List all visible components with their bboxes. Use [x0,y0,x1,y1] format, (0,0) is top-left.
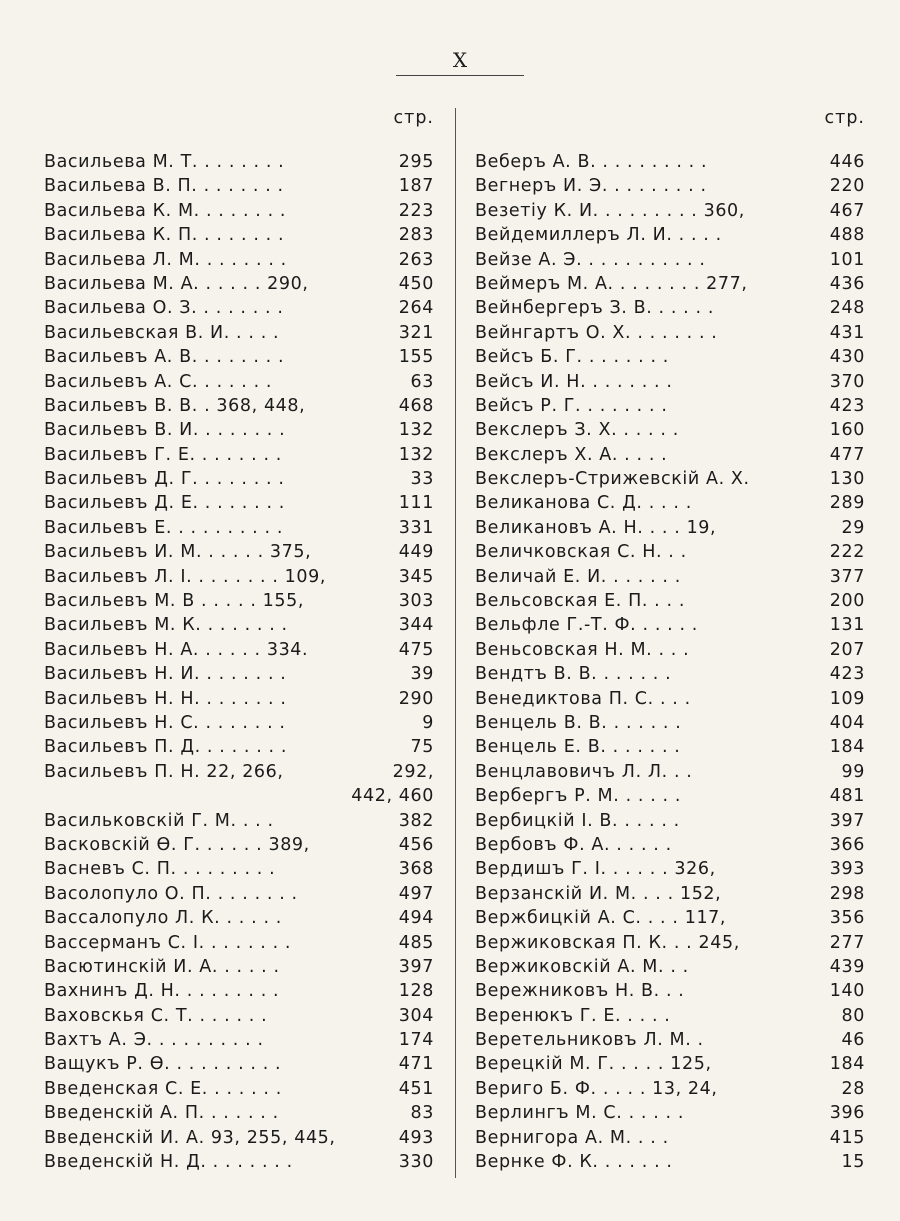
entry-pages: 423 [829,395,865,416]
entry-name: Векслеръ З. Х. . . . . . [475,420,679,441]
entry-name: Векслеръ-Стрижевскій А. Х. [475,469,750,490]
entry-pages: 493 [398,1127,434,1148]
right-entries [475,150,865,1174]
right-column-header: стр. [824,108,865,128]
entry-name: Вейдемиллеръ Л. И. . . . . [475,225,722,246]
entry-pages: 304 [398,1005,434,1026]
entry-name: Вердишъ Г. I. . . . . . 326, [475,859,716,880]
index-entry [44,199,434,223]
index-entry [475,467,865,491]
entry-pages: 436 [829,273,865,294]
entry-pages: 29 [841,517,865,538]
entry-pages: 397 [829,810,865,831]
index-entry [475,565,865,589]
entry-name: Васолопуло О. П. . . . . . . . [44,883,298,904]
entry-name: Вельфле Г.-Т. Ф. . . . . . [475,615,698,636]
entry-pages: 39 [410,664,434,685]
entry-name: Васильковскій Г. М. . . . [44,810,274,831]
index-entry [44,760,434,784]
entry-pages: 295 [398,152,434,172]
index-entry [44,613,434,637]
index-entry [44,540,434,564]
entry-pages: 471 [398,1054,434,1075]
index-entry [475,1150,865,1174]
index-entry [475,272,865,296]
index-entry [475,1126,865,1150]
index-entry [44,882,434,906]
entry-pages: 446 [829,152,865,172]
entry-pages: 207 [829,639,865,660]
entry-name: Вахтъ А. Э. . . . . . . . . . [44,1030,264,1051]
entry-name: Введенскій Н. Д. . . . . . . . [44,1152,293,1173]
right-column [475,108,865,1174]
entry-pages: 292, [392,761,434,782]
index-entry [475,687,865,711]
entry-name: Васильевъ Е. . . . . . . . . . [44,517,283,538]
entry-pages: 423 [829,664,865,685]
entry-name: Венцель В. В. . . . . . . [475,712,682,733]
index-entry [475,882,865,906]
entry-pages: 475 [398,639,434,660]
entry-pages: 397 [398,956,434,977]
index-entry [44,174,434,198]
entry-name: Васильева Л. М. . . . . . . . [44,249,287,270]
entry-name: Верлингъ М. С. . . . . . [475,1103,685,1124]
entry-pages: 283 [398,225,434,246]
entry-name: Введенская С. Е. . . . . . . [44,1078,282,1099]
entry-pages: 330 [398,1152,434,1173]
index-entry [44,1150,434,1174]
entry-name: Вейсъ Б. Г. . . . . . . . [475,347,669,368]
index-entry [475,370,865,394]
entry-pages: 477 [829,444,865,465]
entry-name: Веберъ А. В. . . . . . . . . . [475,152,708,172]
entry-name: Васильева К. М. . . . . . . . [44,200,287,221]
entry-pages: 431 [829,322,865,343]
index-entry [475,662,865,686]
entry-name: Вернке Ф. К. . . . . . . [475,1152,673,1173]
entry-name: Вериго Б. Ф. . . . . 13, 24, [475,1078,718,1099]
entry-name: Венедиктова П. С. . . . [475,688,691,709]
entry-pages: 28 [841,1078,865,1099]
entry-name: Васильевъ Н. И. . . . . . . . [44,664,287,685]
entry-name: Вейсъ Р. Г. . . . . . . . [475,395,668,416]
index-entry [475,296,865,320]
entry-pages: 99 [841,761,865,782]
index-entry [475,809,865,833]
index-entry [475,1004,865,1028]
index-entry [475,857,865,881]
index-entry [44,906,434,930]
entry-pages: 331 [398,517,434,538]
index-entry [44,467,434,491]
index-entry [44,809,434,833]
entry-pages: 467 [829,200,865,221]
entry-pages: 344 [398,615,434,636]
index-entry [44,589,434,613]
entry-name: Васильевъ А. В. . . . . . . . [44,347,285,368]
entry-pages: 494 [398,908,434,929]
index-entry [44,833,434,857]
entry-name: Васильевъ Н. Н. . . . . . . . [44,688,287,709]
index-entry [475,1077,865,1101]
entry-pages: 289 [829,493,865,514]
entry-name: Веретельниковъ Л. М. . [475,1030,704,1051]
entry-name: Вельсовская Е. П. . . . [475,591,685,612]
entry-pages: 481 [829,786,865,807]
entry-pages: 382 [398,810,434,831]
entry-pages: 63 [410,371,434,392]
index-entry [44,443,434,467]
index-entry [475,711,865,735]
index-entry [44,979,434,1003]
index-entry [44,687,434,711]
index-entry [475,955,865,979]
entry-name: Вассалопуло Л. К. . . . . . [44,908,282,929]
index-entry [44,296,434,320]
entry-pages: 415 [829,1127,865,1148]
entry-name: Васильевъ Д. Г. . . . . . . . [44,469,285,490]
entry-name: Васютинскій И. А. . . . . . [44,956,280,977]
entry-name: Вахнинъ Д. Н. . . . . . . . . [44,981,280,1002]
index-entry [44,638,434,662]
entry-pages: 174 [398,1030,434,1051]
entry-name: Васковскій Ѳ. Г. . . . . . 389, [44,834,310,855]
entry-pages: 368 [398,859,434,880]
index-entry [44,491,434,515]
entry-name: Васильевъ Г. Е. . . . . . . . [44,444,282,465]
entry-name: Великанова С. Д. . . . . [475,493,692,514]
entry-pages: 442, 460 [351,786,434,807]
index-entry [44,321,434,345]
entry-pages: 303 [398,591,434,612]
entry-pages: 187 [398,176,434,197]
entry-pages: 456 [398,834,434,855]
index-entry [475,906,865,930]
left-column [44,108,434,1174]
entry-name: Вендтъ В. В. . . . . . . [475,664,672,685]
index-entry [44,1077,434,1101]
entry-pages: 298 [829,883,865,904]
entry-name: Васильевъ П. Н. 22, 266, [44,761,284,782]
index-entry [475,223,865,247]
index-entry [475,321,865,345]
index-entry [44,223,434,247]
entry-pages: 356 [829,908,865,929]
entry-pages: 264 [398,298,434,319]
entry-name: Вержбицкій А. С. . . . 117, [475,908,727,929]
index-entry [475,540,865,564]
index-entry [44,1004,434,1028]
index-entry [44,955,434,979]
index-entry [475,1101,865,1125]
entry-pages: 497 [398,883,434,904]
index-entry [44,711,434,735]
index-entry [475,418,865,442]
entry-name: Васильева М. Т. . . . . . . . [44,152,285,172]
entry-pages: 160 [829,420,865,441]
entry-name: Васильевъ Н. С. . . . . . . . [44,712,286,733]
entry-name: Венцлавовичъ Л. Л. . . [475,761,693,782]
entry-pages: 345 [398,566,434,587]
left-column-header: стр. [393,108,434,128]
entry-pages: 451 [398,1078,434,1099]
entry-name: Ващукъ Р. Ѳ. . . . . . . . . . [44,1054,282,1075]
index-entry [475,150,865,174]
index-entry [475,735,865,759]
entry-name: Васильевъ Л. I. . . . . . . . 109, [44,566,327,587]
entry-name: Верецкій М. Г. . . . . 125, [475,1054,712,1075]
entry-name: Вейсъ И. Н. . . . . . . . [475,371,673,392]
index-entry [475,174,865,198]
entry-name: Вербицкій I. В. . . . . . [475,810,680,831]
entry-pages: 248 [829,298,865,319]
index-entry [475,931,865,955]
index-entry [44,248,434,272]
index-entry [44,662,434,686]
entry-name: Веренюкъ Г. Е. . . . . [475,1005,671,1026]
entry-pages: 109 [829,688,865,709]
index-entry [44,735,434,759]
entry-pages: 128 [398,981,434,1002]
entry-pages: 450 [398,273,434,294]
entry-name: Васильевъ П. Д. . . . . . . . [44,737,288,758]
entry-name: Васильевъ В. И. . . . . . . . [44,420,286,441]
index-entry [475,589,865,613]
entry-name: Везетiу К. И. . . . . . . . . 360, [475,200,745,221]
entry-name: Векслеръ Х. А. . . . . [475,444,668,465]
entry-name: Вейзе А. Э. . . . . . . . . . . [475,249,706,270]
entry-pages: 75 [410,737,434,758]
entry-pages: 439 [829,956,865,977]
index-entry [475,979,865,1003]
entry-pages: 155 [398,347,434,368]
entry-name: Вержиковская П. К. . . 245, [475,932,740,953]
entry-name: Васильевъ М. В . . . . . 155, [44,591,305,612]
entry-pages: 33 [410,469,434,490]
index-entry [44,931,434,955]
entry-pages: 184 [829,1054,865,1075]
index-entry [475,516,865,540]
index-entry [44,345,434,369]
entry-name: Васильева М. А. . . . . . 290, [44,273,309,294]
entry-name: Вассерманъ С. I. . . . . . . . [44,932,292,953]
index-entry [475,1052,865,1076]
entry-name: Вережниковъ Н. В. . . [475,981,685,1002]
entry-pages: 366 [829,834,865,855]
entry-name: Введенскій И. А. 93, 255, 445, [44,1127,336,1148]
index-entry [475,638,865,662]
entry-pages: 130 [829,469,865,490]
index-entry [44,1028,434,1052]
entry-pages: 111 [398,493,434,514]
index-entry [475,199,865,223]
entry-name: Вегнеръ И. Э. . . . . . . . . [475,176,707,197]
page-number: X [452,48,469,72]
entry-pages: 46 [841,1030,865,1051]
entry-name: Вербовъ Ф. А. . . . . . [475,834,672,855]
entry-pages: 396 [829,1103,865,1124]
index-entry [44,565,434,589]
entry-name: Васильевъ И. М. . . . . . 375, [44,542,312,563]
index-entry [44,857,434,881]
entry-name: Введенскій А. П. . . . . . . [44,1103,279,1124]
entry-name: Васильевъ А. С. . . . . . . [44,371,273,392]
entry-name: Вейнгартъ О. Х. . . . . . . . [475,322,718,343]
entry-pages: 321 [398,322,434,343]
index-entry [475,345,865,369]
entry-pages: 223 [398,200,434,221]
entry-pages: 15 [841,1152,865,1173]
entry-pages: 83 [410,1103,434,1124]
entry-name: Васильевъ М. К. . . . . . . . [44,615,288,636]
entry-pages: 200 [829,591,865,612]
entry-name: Верзанскій И. М. . . . 152, [475,883,722,904]
entry-pages: 184 [829,737,865,758]
entry-name: Васильевъ Д. Е. . . . . . . . [44,493,285,514]
entry-name: Великановъ А. Н. . . . 19, [475,517,717,538]
left-entries [44,150,434,1174]
entry-name: Вернигора А. М. . . . [475,1127,669,1148]
index-entry [475,394,865,418]
entry-pages: 370 [829,371,865,392]
entry-name: Васильева В. П. . . . . . . . [44,176,284,197]
entry-name: Ваховскья С. Т. . . . . . . [44,1005,268,1026]
entry-pages: 222 [829,542,865,563]
index-entry [44,394,434,418]
index-entry [475,491,865,515]
entry-pages: 488 [829,225,865,246]
entry-pages: 132 [398,444,434,465]
entry-name: Веймеръ М. А. . . . . . . . 277, [475,273,748,294]
entry-pages: 430 [829,347,865,368]
index-entry [44,272,434,296]
index-entry [475,760,865,784]
column-divider [455,108,456,1178]
entry-name: Величай Е. И. . . . . . . [475,566,681,587]
entry-name: Веньсовская Н. М. . . . [475,639,690,660]
entry-pages: 9 [422,712,434,733]
index-entry [44,370,434,394]
index-entry [475,784,865,808]
entry-pages: 468 [398,395,434,416]
entry-pages: 101 [829,249,865,270]
entry-pages: 263 [398,249,434,270]
entry-name: Венцель Е. В. . . . . . . [475,737,681,758]
entry-pages: 220 [829,176,865,197]
index-entry [475,613,865,637]
index-entry [44,1126,434,1150]
index-entry [44,516,434,540]
entry-name: Величковская С. Н. . . [475,542,687,563]
entry-pages: 485 [398,932,434,953]
entry-name: Васильевъ Н. А. . . . . . 334. [44,639,309,660]
header-rule [396,75,524,76]
entry-pages: 132 [398,420,434,441]
index-entry [44,1052,434,1076]
index-entry [475,833,865,857]
entry-pages: 131 [829,615,865,636]
index-entry [44,418,434,442]
index-entry [475,443,865,467]
index-entry [475,248,865,272]
entry-name: Вержиковскій А. М. . . [475,956,689,977]
entry-pages: 449 [398,542,434,563]
entry-name: Васильева К. П. . . . . . . . [44,225,285,246]
entry-pages: 404 [829,712,865,733]
index-entry [475,1028,865,1052]
entry-pages: 290 [398,688,434,709]
index-entry [44,1101,434,1125]
entry-name: Васневъ С. П. . . . . . . . . [44,859,276,880]
index-entry [44,784,434,808]
entry-name [44,784,345,808]
entry-name: Вербергъ Р. М. . . . . . [475,786,682,807]
entry-name: Васильева О. З. . . . . . . . [44,298,284,319]
entry-pages: 140 [829,981,865,1002]
entry-pages: 393 [829,859,865,880]
entry-name: Васильевъ В. В. . 368, 448, [44,395,306,416]
entry-pages: 277 [829,932,865,953]
entry-name: Вейнбергеръ З. В. . . . . . [475,298,714,319]
index-entry [44,150,434,174]
entry-name: Васильевская В. И. . . . . [44,322,280,343]
entry-pages: 377 [829,566,865,587]
entry-pages: 80 [841,1005,865,1026]
